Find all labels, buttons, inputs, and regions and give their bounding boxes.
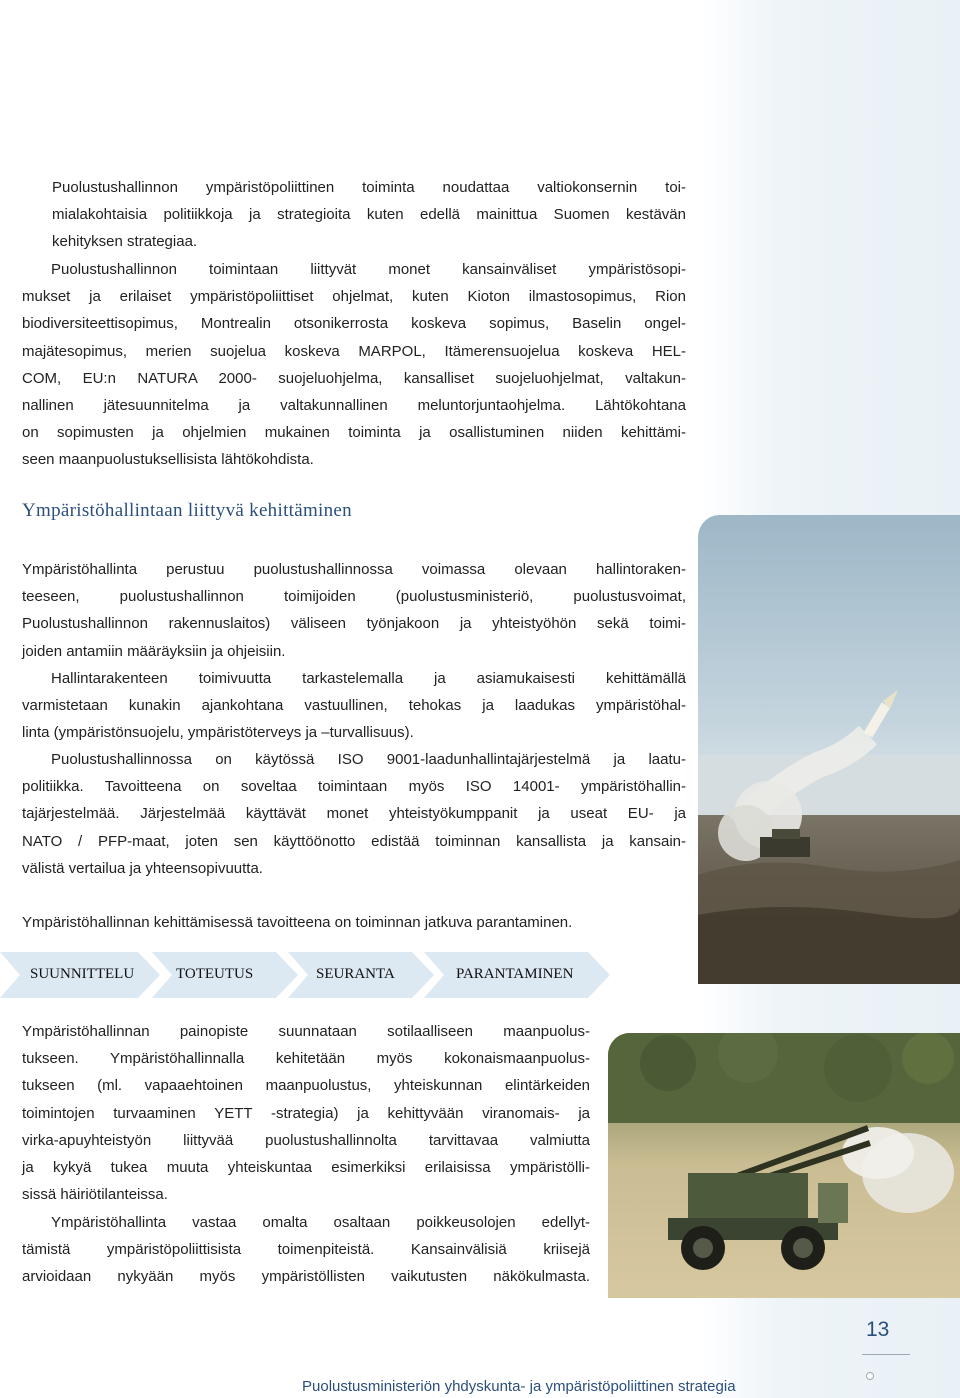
text-line: teeseen, puolustushallinnon toimijoiden (puolustusministeriö, puolustusvoimat, xyxy=(22,588,686,606)
text-line: Puolustushallinnon rakennuslaitos) väliseen työnjakoon ja yhteistyöhön sekä toimi- xyxy=(22,615,686,633)
anti-aircraft-gun-photo xyxy=(608,1033,960,1298)
page-number: 13 xyxy=(866,1318,890,1341)
text-line: linta (ympäristönsuojelu, ympäristöterveys ja –turvallisuus). xyxy=(22,724,414,742)
text-line: joiden antamiin määräyksiin ja ohjeisiin. xyxy=(22,642,286,660)
text-line: mialakohtaisia politiikkoja ja strategioita kuten edellä mainittua Suomen kestävän xyxy=(52,206,686,224)
section-paragraph-2 xyxy=(22,665,686,747)
lower-paragraph-1 xyxy=(22,1018,590,1208)
lower-paragraph-2 xyxy=(22,1209,590,1291)
text-line: tukseen. Ympäristöhallinnalla kehitetään myös kokonaismaanpuolus- xyxy=(22,1050,590,1068)
text-line: Puolustushallinnon ympäristöpoliittinen toiminta noudattaa valtiokonsernin toi- xyxy=(52,179,686,196)
text-line: on sopimusten ja ohjelmien mukainen toiminta ja osallistuminen niiden kehittämi- xyxy=(22,424,686,442)
process-step-3: SEURANTA xyxy=(316,966,395,982)
text-line: kehityksen strategiaa. xyxy=(52,233,198,251)
text-line: seen maanpuolustuksellisista lähtökohdista. xyxy=(22,451,314,469)
text-line: virka-apuyhteistyön liittyvää puolustushallinnolta tarvittavaa valmiutta xyxy=(22,1131,590,1149)
footer-dot-ornament xyxy=(866,1372,874,1380)
text-line: tajärjestelmää. Järjestelmää käyttävät monet yhteistyökumppanit ja useat EU- ja xyxy=(22,805,686,823)
text-line: Puolustushallinnon toimintaan liittyvät monet kansainväliset ympäristösopi- xyxy=(51,261,686,278)
process-step-4: PARANTAMINEN xyxy=(456,966,574,982)
text-line: politiikka. Tavoitteena on soveltaa toimintaan myös ISO 14001- ympäristöhallin- xyxy=(22,778,686,796)
section-heading: Ympäristöhallintaan liittyvä kehittäminen xyxy=(22,500,352,521)
text-line: biodiversiteettisopimus, Montrealin otsonikerrosta koskeva sopimus, Baselin ongel- xyxy=(22,315,686,333)
process-step-1: SUUNNITTELU xyxy=(30,966,135,982)
text-line: Puolustushallinnossa on käytössä ISO 9001-laadunhallintajärjestelmä ja laatu- xyxy=(51,751,686,768)
text-line: Ympäristöhallinta perustuu puolustushallinnossa voimassa olevaan hallintoraken- xyxy=(22,561,686,578)
text-line: majätesopimus, merien suojelua koskeva MARPOL, Itämerensuojelua koskeva HEL- xyxy=(22,342,686,360)
text-line: arvioidaan nykyään myös ympäristöllisten vaikutusten näkökulmasta. xyxy=(22,1268,590,1286)
text-line: Hallintarakenteen toimivuutta tarkastelemalla ja asiamukaisesti kehittämällä xyxy=(51,670,686,687)
text-line: Ympäristöhallinta vastaa omalta osaltaan poikkeusolojen edellyt- xyxy=(51,1214,590,1231)
text-line: COM, EU:n NATURA 2000- suojeluohjelma, kansalliset suojeluohjelmat, valtakun- xyxy=(22,369,686,387)
text-line: NATO / PFP-maat, joten sen käyttöönotto edistää toiminnan kansallista ja kansain- xyxy=(22,832,686,850)
text-line: välistä vertailua ja yhteensopivuutta. xyxy=(22,859,263,877)
process-diagram xyxy=(0,952,612,998)
intro-paragraph-2 xyxy=(22,256,686,474)
text-line: mukset ja erilaiset ympäristöpoliittiset ohjelmat, kuten Kioton ilmastosopimus, Rion xyxy=(22,288,686,306)
intro-paragraph-1 xyxy=(52,174,686,256)
footer-divider xyxy=(862,1354,910,1355)
text-line: sissä häiriötilanteissa. xyxy=(22,1186,168,1204)
text-line: Ympäristöhallinnan painopiste suunnataan sotilaalliseen maanpuolus- xyxy=(22,1023,590,1040)
text-line: toimintojen turvaaminen YETT -strategia) ja kehittyvään viranomais- ja xyxy=(22,1104,590,1122)
text-line: Ympäristöhallinnan kehittämisessä tavoitteena on toiminnan jatkuva parantaminen. xyxy=(22,914,573,931)
goal-statement xyxy=(22,909,686,936)
text-line: tukseen (ml. vapaaehtoinen maanpuolustus, yhteiskunnan elintärkeiden xyxy=(22,1077,590,1095)
section-paragraph-1 xyxy=(22,556,686,665)
section-paragraph-3 xyxy=(22,746,686,882)
text-line: ja kykyä tukea muuta yhteiskuntaa esimerkiksi erilaisissa ympäristölli- xyxy=(22,1159,590,1177)
text-line: tämistä ympäristöpoliittisista toimenpiteistä. Kansainvälisiä kriisejä xyxy=(22,1241,590,1259)
process-step-2: TOTEUTUS xyxy=(176,966,254,982)
text-line: varmistetaan kunakin ajankohtana vastuullinen, tehokas ja laadukas ympäristöhal- xyxy=(22,697,686,715)
text-line: nallinen jätesuunnitelma ja valtakunnallinen meluntorjuntaohjelma. Lähtökohtana xyxy=(22,397,686,415)
missile-launch-photo xyxy=(698,515,960,984)
footer-title: Puolustusministeriön yhdyskunta- ja ympäristöpoliittinen strategia xyxy=(302,1378,736,1395)
